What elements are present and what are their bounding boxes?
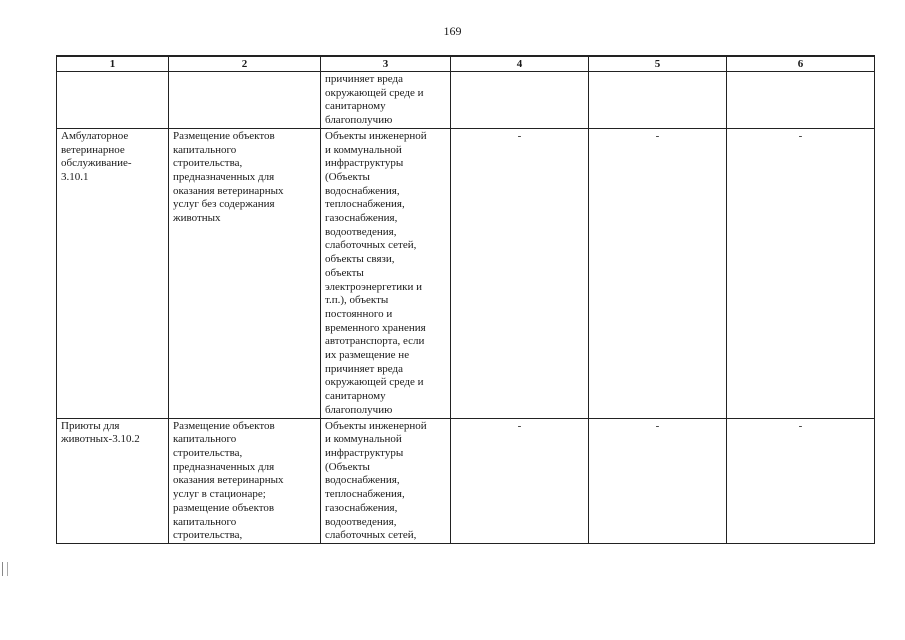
cell-col-4 <box>451 128 589 418</box>
cell-col-4 <box>451 72 589 129</box>
cell-col-5 <box>589 418 727 543</box>
cell-auxiliary-uses <box>321 128 451 418</box>
cell-text: причиняет вреда окружающей среде и санитарному благополучию <box>325 73 424 127</box>
column-header-2: 2 <box>169 56 321 72</box>
cell-description <box>169 418 321 543</box>
cell-text: Размещение объектов капитального строительства, предназначенных для оказания ветеринарных услуг без содержания животных <box>173 129 284 225</box>
cell-col-6 <box>727 418 875 543</box>
cell-text: - <box>798 419 803 432</box>
cell-auxiliary-uses <box>321 72 451 129</box>
column-header-1: 1 <box>57 56 169 72</box>
cell-text: - <box>655 419 660 432</box>
table-row <box>57 418 875 543</box>
table-row <box>57 72 875 129</box>
cell-use-type <box>57 128 169 418</box>
column-header-4: 4 <box>451 56 589 72</box>
cell-text: Размещение объектов капитального строительства, предназначенных для оказания ветеринарных услуг в стационаре; размещение объектов капитального строительства, <box>173 419 284 542</box>
cell-description <box>169 72 321 129</box>
land-use-table <box>56 55 875 544</box>
cell-col-5 <box>589 72 727 129</box>
cell-col-6 <box>727 72 875 129</box>
scan-edge-mark <box>2 562 8 576</box>
cell-col-6 <box>727 128 875 418</box>
column-header-3: 3 <box>321 56 451 72</box>
cell-col-5 <box>589 128 727 418</box>
cell-text: - <box>517 129 522 142</box>
table-row <box>57 128 875 418</box>
cell-text: - <box>655 129 660 142</box>
cell-text: - <box>517 419 522 432</box>
cell-use-type <box>57 72 169 129</box>
cell-auxiliary-uses <box>321 418 451 543</box>
page-number: 169 <box>443 24 462 38</box>
cell-text: - <box>798 129 803 142</box>
column-header-6: 6 <box>727 56 875 72</box>
cell-text: Объекты инженерной и коммунальной инфраструктуры (Объекты водоснабжения, теплоснабжения, газоснабжения, водоотведения, слаботочных сетей, объекты связи, объекты электроэнергетики и т.п.), объекты постоянного и временного хранения автотранспорта, если их размещение не причиняет вреда окружающей среде и санитарному благополучию <box>325 129 427 416</box>
cell-text: Приюты для животных-3.10.2 <box>61 419 140 446</box>
cell-text: Объекты инженерной и коммунальной инфраструктуры (Объекты водоснабжения, теплоснабжения, газоснабжения, водоотведения, слаботочных сетей, <box>325 419 427 542</box>
column-header-5: 5 <box>589 56 727 72</box>
cell-description <box>169 128 321 418</box>
cell-col-4 <box>451 418 589 543</box>
cell-use-type <box>57 418 169 543</box>
cell-text: Амбулаторное ветеринарное обслуживание- 3.10.1 <box>61 129 132 183</box>
table-header-row <box>57 56 875 72</box>
